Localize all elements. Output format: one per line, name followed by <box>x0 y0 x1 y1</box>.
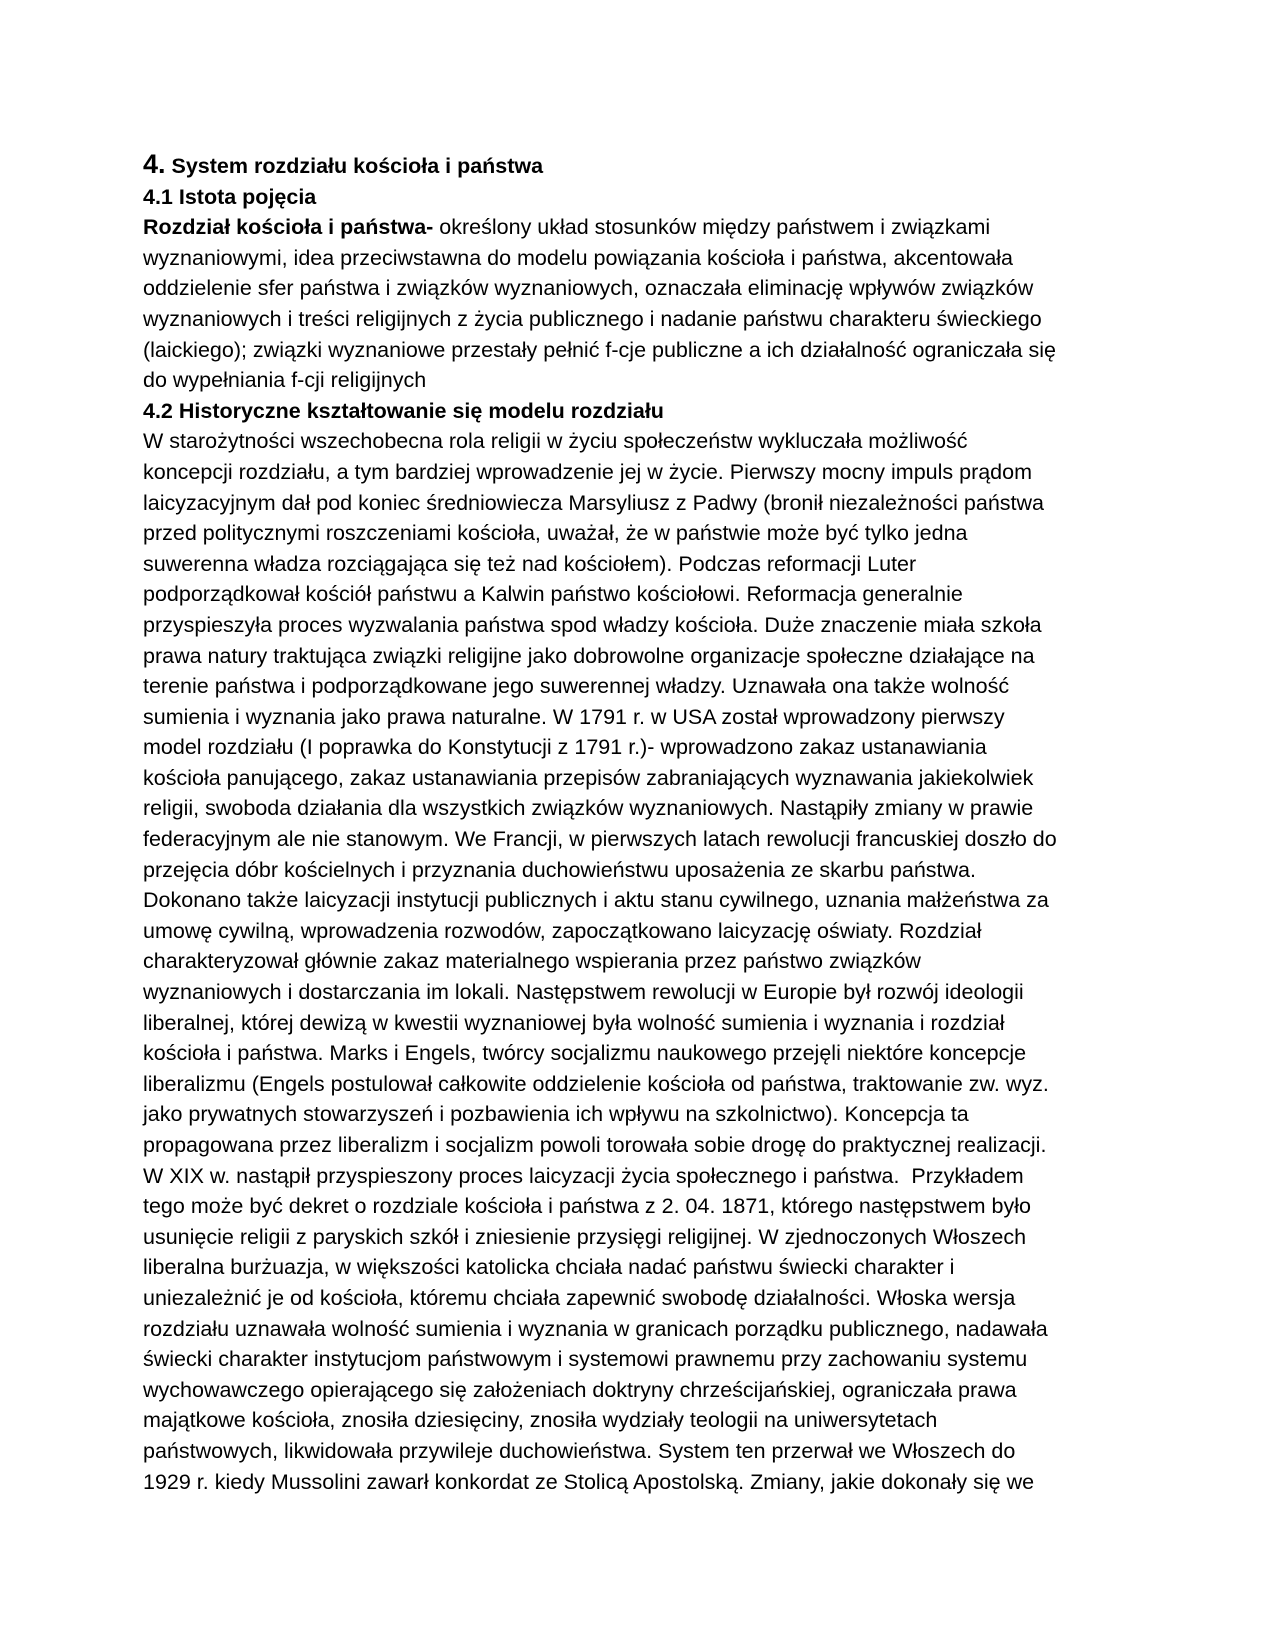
text-run: W starożytności wszechobecna rola religii w życiu społeczeństw wykluczała możliwość <box>143 429 968 454</box>
text-line <box>143 304 1163 335</box>
text-run: przyspieszyła proces wyzwalania państwa spod władzy kościoła. Duże znaczenie miała szkoła <box>143 612 1042 637</box>
text-line <box>143 1222 1163 1253</box>
text-line <box>143 977 1163 1008</box>
text-line <box>143 1191 1163 1222</box>
text-line <box>143 1008 1163 1039</box>
text-line <box>143 518 1163 549</box>
text-run: suwerenna władza rozciągająca się też nad kościołem). Podczas reformacji Luter <box>143 551 917 576</box>
text-run: wyznaniowymi, idea przeciwstawna do modelu powiązania kościoła i państwa, akcentowała <box>143 245 1014 270</box>
text-line <box>143 212 1163 243</box>
text-run: liberalnej, której dewizą w kwestii wyznaniowej była wolność sumienia i wyznania i rozdział <box>143 1010 1005 1035</box>
text-line <box>143 1130 1163 1161</box>
text-line <box>143 1344 1163 1375</box>
text-run: federacyjnym ale nie stanowym. We Francji, w pierwszych latach rewolucji francuskiej doszło do <box>143 827 1057 852</box>
text-run-bold: 4. <box>143 149 166 179</box>
text-run: laicyzacyjnym dał pod koniec średniowiecza Marsyliusz z Padwy (bronił niezależności państwa <box>143 490 1045 515</box>
text-line <box>143 671 1163 702</box>
text-line <box>143 916 1163 947</box>
text-run: wyznaniowych i dostarczania im lokali. Następstwem rewolucji w Europie był rozwój ideologii <box>143 980 1024 1005</box>
document-content <box>143 149 1163 1497</box>
text-line <box>143 365 1163 396</box>
text-run: (laickiego); związki wyznaniowe przestały pełnić f-cje publiczne a ich działalność ograniczała się <box>143 337 1056 362</box>
text-run: liberalizmu (Engels postulował całkowite oddzielenie kościoła od państwa, traktowanie zw. wyz. <box>143 1071 1049 1096</box>
text-run: W XIX w. nastąpił przyspieszony proces laicyzacji życia społecznego i państwa. Przykładem <box>143 1163 1024 1188</box>
text-line <box>143 1099 1163 1130</box>
text-line <box>143 885 1163 916</box>
text-run-bold: 4.2 Historyczne kształtowanie się modelu rozdziału <box>143 398 664 423</box>
text-line <box>143 426 1163 457</box>
heading2-line <box>143 182 1163 213</box>
text-line <box>143 610 1163 641</box>
text-run: umowę cywilną, wprowadzenia rozwodów, zapoczątkowano laicyzację oświaty. Rozdział <box>143 918 982 943</box>
text-run: prawa natury traktująca związki religijne jako dobrowolne organizacje społeczne działające na <box>143 643 1035 668</box>
text-run: Dokonano także laicyzacji instytucji publicznych i aktu stanu cywilnego, uznania małżeństwa za <box>143 888 1049 913</box>
text-run: koncepcji rozdziału, a tym bardziej wprowadzenie jej w życie. Pierwszy mocny impuls prądom <box>143 459 1033 484</box>
text-line <box>143 488 1163 519</box>
text-line <box>143 1283 1163 1314</box>
text-line <box>143 946 1163 977</box>
text-run: jako prywatnych stowarzyszeń i pozbawienia ich wpływu na szkolnictwo). Koncepcja ta <box>143 1102 969 1127</box>
text-line <box>143 702 1163 733</box>
text-line <box>143 335 1163 366</box>
text-run: model rozdziału (I poprawka do Konstytucji z 1791 r.)- wprowadzono zakaz ustanawiania <box>143 735 987 760</box>
text-line <box>143 273 1163 304</box>
heading1-line <box>143 149 1163 182</box>
text-run: wyznaniowych i treści religijnych z życia publicznego i nadanie państwu charakteru świeckiego <box>143 306 1042 331</box>
text-run: przed politycznymi roszczeniami kościoła, uważał, że w państwie może być tylko jedna <box>143 521 968 546</box>
text-run: oddzielenie sfer państwa i związków wyznaniowych, oznaczała eliminację wpływów związków <box>143 276 1034 301</box>
text-run: propagowana przez liberalizm i socjalizm powoli torowała sobie drogę do praktycznej realizacji. <box>143 1133 1047 1157</box>
text-run: rozdziału uznawała wolność sumienia i wyznania w granicach porządku publicznego, nadawała <box>143 1316 1048 1341</box>
text-line <box>143 1375 1163 1406</box>
text-line <box>143 549 1163 580</box>
text-run-bold: Rozdział kościoła i państwa- <box>143 215 434 240</box>
text-line <box>143 1314 1163 1345</box>
text-run: liberalna burżuazja, w większości katolicka chciała nadać państwu świecki charakter i <box>143 1255 955 1280</box>
heading2-line <box>143 396 1163 427</box>
text-line <box>143 793 1163 824</box>
text-run: przejęcia dóbr kościelnych i przyznania duchowieństwu uposażenia ze skarbu państwa. <box>143 857 976 882</box>
text-line <box>143 1252 1163 1283</box>
text-run: kościoła panującego, zakaz ustanawiania przepisów zabraniających wyznawania jakiekolwiek <box>143 765 1034 790</box>
text-line <box>143 1405 1163 1436</box>
text-line <box>143 1038 1163 1069</box>
text-run: państwowych, likwidowała przywileje duchowieństwa. System ten przerwał we Włoszech do <box>143 1438 1016 1463</box>
text-run: określony układ stosunków między państwem i związkami <box>433 215 991 240</box>
text-run: religii, swoboda działania dla wszystkich związków wyznaniowych. Nastąpiły zmiany w prawie <box>143 796 1034 821</box>
text-line <box>143 457 1163 488</box>
text-run: terenie państwa i podporządkowane jego suwerennej władzy. Uznawała ona także wolność <box>143 674 1010 699</box>
text-line <box>143 763 1163 794</box>
text-run: podporządkował kościół państwu a Kalwin państwo kościołowi. Reformacja generalnie <box>143 582 963 607</box>
text-run: wychowawczego opierającego się założeniach doktryny chrześcijańskiej, ograniczała prawa <box>143 1377 1017 1402</box>
text-run: uniezależnić je od kościoła, któremu chciała zapewnić swobodę działalności. Włoska wersja <box>143 1285 1016 1310</box>
text-run: do wypełniania f-cji religijnych <box>143 368 427 393</box>
text-line <box>143 855 1163 886</box>
text-run-bold: System rozdziału kościoła i państwa <box>165 154 544 178</box>
text-line <box>143 1161 1163 1192</box>
text-line <box>143 824 1163 855</box>
text-line <box>143 641 1163 672</box>
text-run: charakteryzował głównie zakaz materialnego wspierania przez państwo związków <box>143 949 921 974</box>
text-run: sumienia i wyznania jako prawa naturalne. W 1791 r. w USA został wprowadzony pierwszy <box>143 704 1005 729</box>
text-line <box>143 579 1163 610</box>
text-run-bold: 4.1 Istota pojęcia <box>143 184 317 209</box>
text-run: usunięcie religii z paryskich szkół i zniesienie przysięgi religijnej. W zjednoczonych Włoszech <box>143 1224 1027 1249</box>
text-line <box>143 1069 1163 1100</box>
text-run: tego może być dekret o rozdziale kościoła i państwa z 2. 04. 1871, którego następstwem było <box>143 1194 1031 1219</box>
text-run: kościoła i państwa. Marks i Engels, twórcy socjalizmu naukowego przejęli niektóre koncepcje <box>143 1041 1027 1066</box>
text-line <box>143 1467 1163 1498</box>
text-line <box>143 1436 1163 1467</box>
text-run: majątkowe kościoła, znosiła dziesięciny, znosiła wydziały teologii na uniwersytetach <box>143 1408 938 1433</box>
text-line <box>143 732 1163 763</box>
text-run: świecki charakter instytucjom państwowym i systemowi prawnemu przy zachowaniu systemu <box>143 1347 1028 1372</box>
text-line <box>143 243 1163 274</box>
text-run: 1929 r. kiedy Mussolini zawarł konkordat ze Stolicą Apostolską. Zmiany, jakie dokonały się we <box>143 1469 1035 1494</box>
